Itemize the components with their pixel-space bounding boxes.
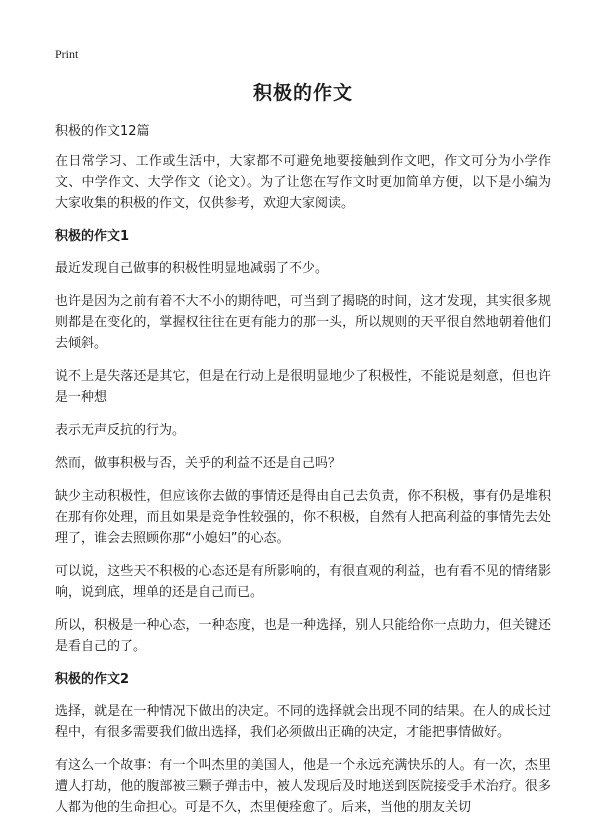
essay-paragraph: 也许是因为之前有着不大不小的期待吧，可当到了揭晓的时间，这才发现，其实很多规则都是在变化的，掌握权往往在更有能力的那一头，所以规则的天平很自然地朝着他们去倾斜。 xyxy=(55,294,551,351)
essay-paragraph: 缺少主动积极性，但应该你去做的事情还是得由自己去负责，你不积极，事有仍是堆积在那有你处理，而且如果是竞争性较强的，你不积极，自然有人把高利益的事情先去处理了，谁会去照顾你那“小媳妇”的心态。 xyxy=(55,489,551,546)
essay-paragraph: 说不上是失落还是其它，但是在行动上是很明显地少了积极性，不能说是刻意，但也许是一种想 xyxy=(55,369,551,405)
essay-paragraph: 所以，积极是一种心态，一种态度，也是一种选择，别人只能给你一点助力，但关键还是看自己的了。 xyxy=(55,618,551,654)
essay-heading: 积极的作文2 xyxy=(55,672,130,687)
essay-paragraph: 然而，做事积极与否，关乎的利益不还是自己吗？ xyxy=(55,456,342,471)
article-body xyxy=(55,121,551,830)
essay-paragraph: 选择，就是在一种情况下做出的决定。不同的选择就会出现不同的结果。在人的成长过程中，有很多需要我们做出选择，我们必须做出正确的决定，才能把事情做好。 xyxy=(55,704,551,740)
page-title: 积极的作文 xyxy=(252,82,353,104)
essay-paragraph: 最近发现自己做事的积极性明显地减弱了不少。 xyxy=(55,261,329,276)
essay-paragraph: 有这么一个故事：有一个叫杰里的美国人，他是一个永远充满快乐的人。有一次，杰里遭人打劫，他的腹部被三颗子弹击中，被人发现后及时地送到医院接受手术治疗。很多人都为他的生命担心。可是不久，杰里便痊愈了。后来，当他的朋友关切 xyxy=(55,758,551,815)
print-link[interactable]: Print xyxy=(55,47,79,61)
essay-paragraph: 表示无声反抗的行为。 xyxy=(55,423,186,438)
intro-paragraph: 在日常学习、工作或生活中，大家都不可避免地要接触到作文吧，作文可分为小学作文、中学作文、大学作文（论文）。为了让您在写作文时更加简单方便，以下是小编为大家收集的积极的作文，仅供参考，欢迎大家阅读。 xyxy=(55,154,551,211)
essay-heading: 积极的作文1 xyxy=(55,229,130,244)
essay-paragraph: 可以说，这些天不积极的心态还是有所影响的，有很直观的利益，也有看不见的情绪影响，说到底，埋单的还是自己而已。 xyxy=(55,564,551,600)
article-subtitle: 积极的作文12篇 xyxy=(55,124,150,139)
